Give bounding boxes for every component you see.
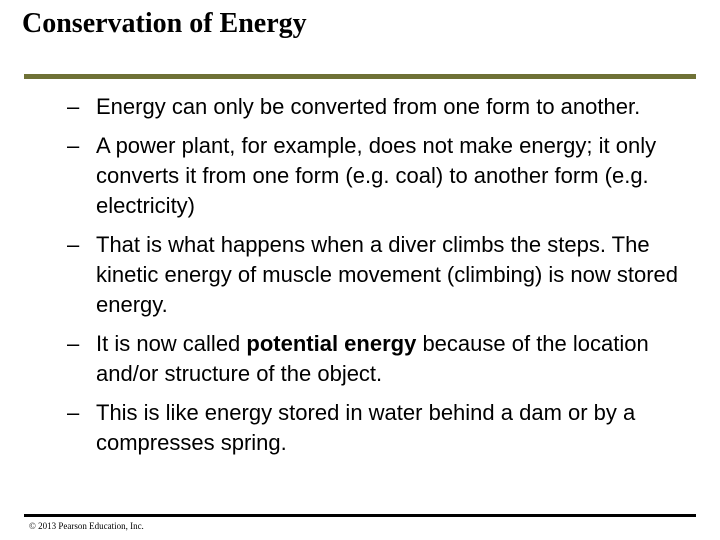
bullet-text-continued: because of the location and/or structure of the object.: [96, 331, 649, 386]
dash-bullet-marker: –: [67, 232, 80, 257]
bullet-text: Energy can only be converted from one form to another.: [96, 94, 641, 119]
bullet-text: That is what happens when a diver climbs the steps. The kinetic energy of muscle movement (climbing) is now stored energy.: [96, 232, 679, 317]
dash-bullet-marker: –: [67, 133, 80, 158]
footer-rule: [24, 514, 696, 517]
bullet-item: [67, 92, 697, 122]
bullet-item: [67, 398, 697, 458]
bullet-item: [67, 329, 697, 389]
dash-bullet-marker: –: [67, 331, 80, 356]
bold-term: potential energy: [246, 331, 417, 356]
title-underline-rule: [24, 74, 696, 79]
bullet-list: [67, 92, 697, 458]
bullet-item: [67, 131, 697, 221]
dash-bullet-marker: –: [67, 400, 80, 425]
bullet-text: This is like energy stored in water behind a dam or by a compresses spring.: [96, 400, 636, 455]
bullet-text: It is now called: [96, 331, 247, 356]
dash-bullet-marker: –: [67, 94, 80, 119]
bullet-item: [67, 230, 697, 320]
bullet-text: A power plant, for example, does not make energy; it only converts it from one form (e.g. coal) to another form (e.g. electricity): [96, 133, 657, 218]
slide-title: Conservation of Energy: [22, 8, 307, 39]
copyright-footer: © 2013 Pearson Education, Inc.: [29, 521, 144, 531]
